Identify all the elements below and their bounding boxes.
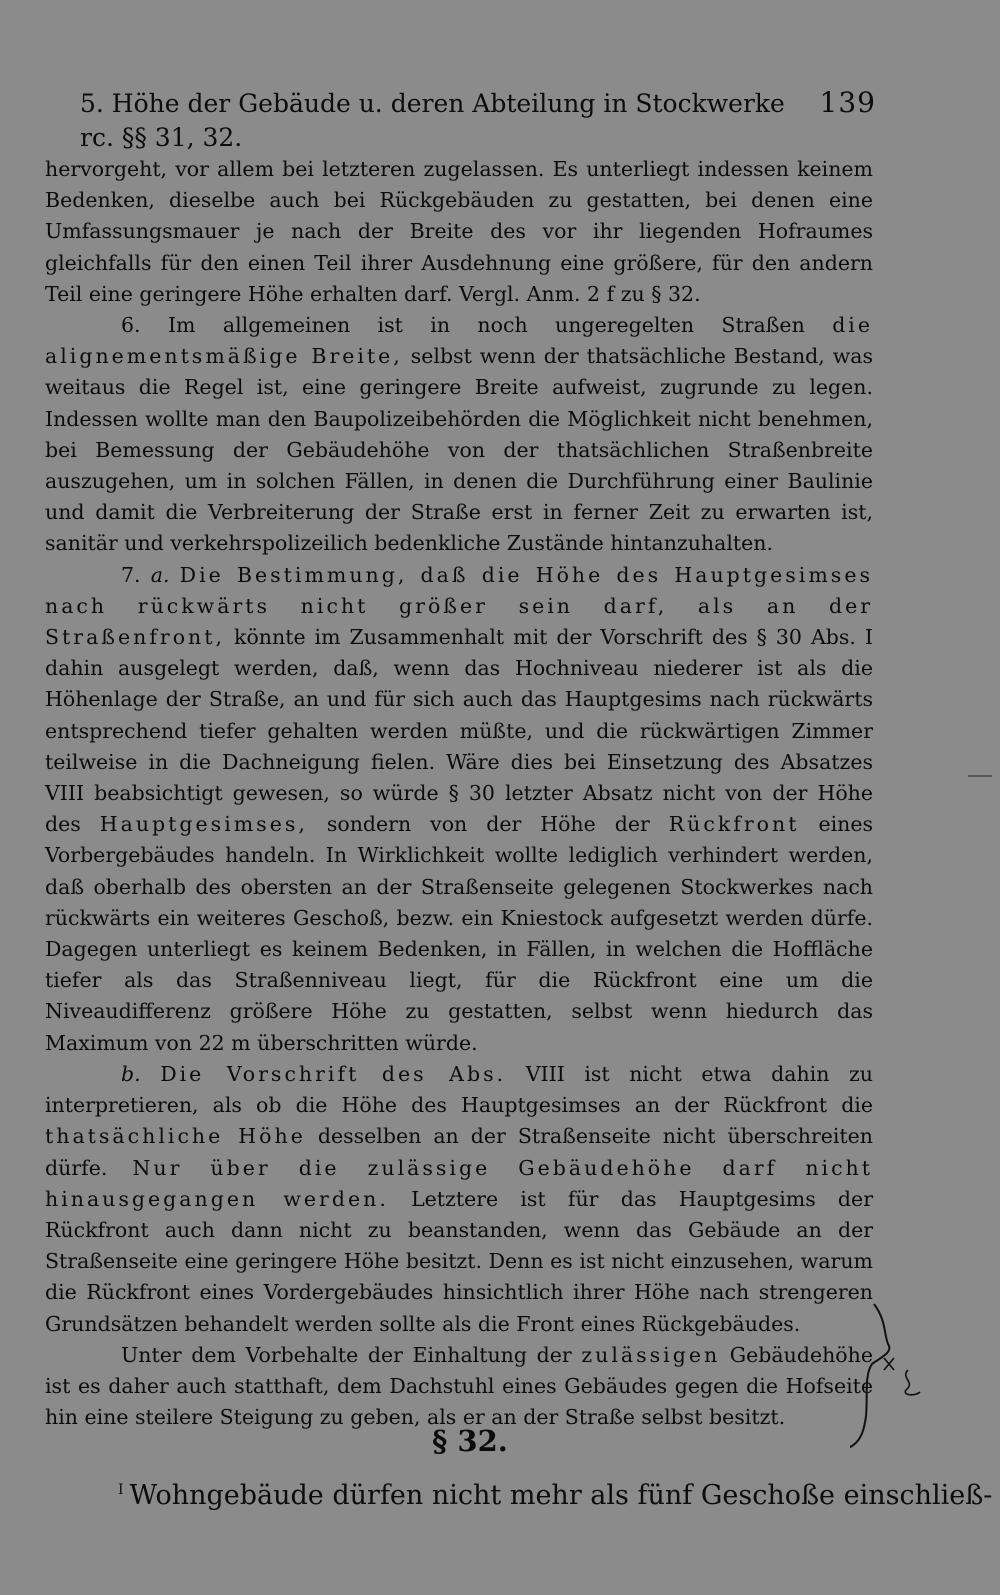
running-header <box>80 86 876 155</box>
paragraph-6-rest: selbst wenn der thatsächliche Bestand, was weitaus die Regel ist, eine geringere Breite aufweist, zugrunde zu legen. Indessen wollte man den Baupolizeibehörden die Möglichkeit nicht benehmen, bei Bemessung der Gebäudehöhe von der thatsächlichen Straßenbreite auszugehen, um in solchen Fällen, in denen die Durchführung einer Baulinie und damit die Verbreiterung der Straße erst in ferner Zeit zu erwarten ist, sanitär und verkehrspolizeilich bedenkliche Zustände hintanzuhalten. <box>45 344 873 556</box>
section-first-line <box>118 1472 993 1514</box>
paragraph-7a-emphasis: Die Bestimmung, daß die Höhe des Hauptgesimses nach rückwärts nicht größer sein darf, als an der Straßenfront, <box>45 562 873 650</box>
paragraph-7a-letter: a. <box>150 562 170 587</box>
paragraph-7b-text-2: desselben an der Straßenseite nicht überschreiten dürfe. <box>45 1124 874 1180</box>
paragraph-7b-emphasis-3: Nur über die zulässige Gebäudehöhe darf nicht hinausgegangen werden. <box>45 1155 873 1211</box>
handwritten-x-mark <box>884 1358 894 1370</box>
paragraph-6-lead: 6. Im allgemeinen ist in noch ungeregelten Straßen <box>121 313 805 338</box>
scan-speck <box>968 775 992 777</box>
paragraph-7a-text-2: sondern von der Höhe der <box>326 812 650 837</box>
running-title: 5. Höhe der Gebäude u. deren Abteilung in Stockwerke rc. §§ 31, 32. <box>80 89 785 152</box>
paragraph-7a <box>45 560 873 1059</box>
paragraph-7b <box>45 1059 873 1340</box>
paragraph-final-emphasis: zulässigen <box>581 1342 721 1367</box>
paragraph-7b-text: VIII ist nicht etwa dahin zu interpretieren, als ob die Höhe des Hauptgesimses an der Rückfront die <box>45 1061 873 1118</box>
paragraph-7a-text: könnte im Zusammenhalt mit der Vorschrift des § 30 Abs. I dahin ausgelegt werden, daß, wenn das Hochniveau niederer ist als die Höhenlage der Straße, an und für sich auch das Hauptgesims nach rückwärts entsprechend tiefer gehalten werden müßte, und die rückwärtigen Zimmer teilweise in die Dachneigung fielen. Wäre dies bei Einsetzung des Absatzes VIII beabsichtigt gewesen, so würde § 30 letzter Absatz nicht von der Höhe des <box>45 625 873 837</box>
section-first-line-text: Wohngebäude dürfen nicht mehr als fünf Geschoße einschließ- <box>129 1480 993 1511</box>
paragraph-7b-letter: b. <box>121 1061 141 1086</box>
handwritten-squiggle <box>905 1370 920 1395</box>
paragraph-7-number: 7. <box>121 562 141 587</box>
paragraph-continuation: hervorgeht, vor allem bei letzteren zugelassen. Es unterliegt indessen keinem Bedenken, dieselbe auch bei Rückgebäuden zu gestatten, bei denen eine Umfassungsmauer je nach der Breite des vor ihr liegenden Hofraumes gleichfalls für den einen Teil ihrer Ausdehnung eine größere, für den andern Teil eine geringere Höhe erhalten darf. Vergl. Anm. 2 f zu § 32. <box>45 157 873 306</box>
paragraph-final <box>45 1340 873 1434</box>
paragraph-7a-emphasis-3: Rückfront <box>668 812 800 837</box>
paragraph-7a-emphasis-2: Hauptgesimses, <box>99 812 308 837</box>
paragraph-6 <box>45 310 873 560</box>
paragraph-final-text: Gebäudehöhe ist es daher auch statthaft, dem Dachstuhl eines Gebäudes gegen die Hofseite hin eine steilere Steigung zu geben, als er an der Straße selbst besitzt. <box>45 1342 873 1430</box>
paragraph-final-lead: Unter dem Vorbehalte der Einhaltung der <box>121 1342 572 1367</box>
paragraph-7a-text-3: eines Vorbergebäudes handeln. In Wirklichkeit wollte lediglich verhindert werden, daß oberhalb des obersten an der Straßenseite gelegenen Stockwerkes nach rückwärts ein weiteres Geschoß, bezw. ein Kniestock aufgesetzt werden dürfe. Dagegen unterliegt es keinem Bedenken, in Fällen, in welchen die Hoffläche tiefer als das Straßenniveau liegt, für die Rückfront eine um die Niveaudifferenz größere Höhe zu gestatten, selbst wenn hiedurch das Maximum von 22 m überschritten würde. <box>45 812 873 1055</box>
section-heading: § 32. <box>432 1424 508 1458</box>
paragraph-7b-text-3: Letztere ist für das Hauptgesims der Rückfront auch dann nicht zu beanstanden, wenn das Gebäude an der Straßenseite eine geringere Höhe besitzt. Denn es ist nicht einzusehen, warum die Rückfront eines Vordergebäudes hinsichtlich ihrer Höhe nach strengeren Grundsätzen behandelt werden sollte als die Front eines Rückgebäudes. <box>45 1186 873 1336</box>
body-text <box>45 154 873 1433</box>
paragraph-7b-emphasis: Die Vorschrift des Abs. <box>160 1061 507 1086</box>
paragraph-6-emphasis: die alignementsmäßige Breite, <box>45 313 873 369</box>
section-paragraph-marker: I <box>118 1482 124 1498</box>
paragraph-7b-emphasis-2: thatsächliche Höhe <box>45 1124 306 1149</box>
page-number: 139 <box>819 86 876 119</box>
